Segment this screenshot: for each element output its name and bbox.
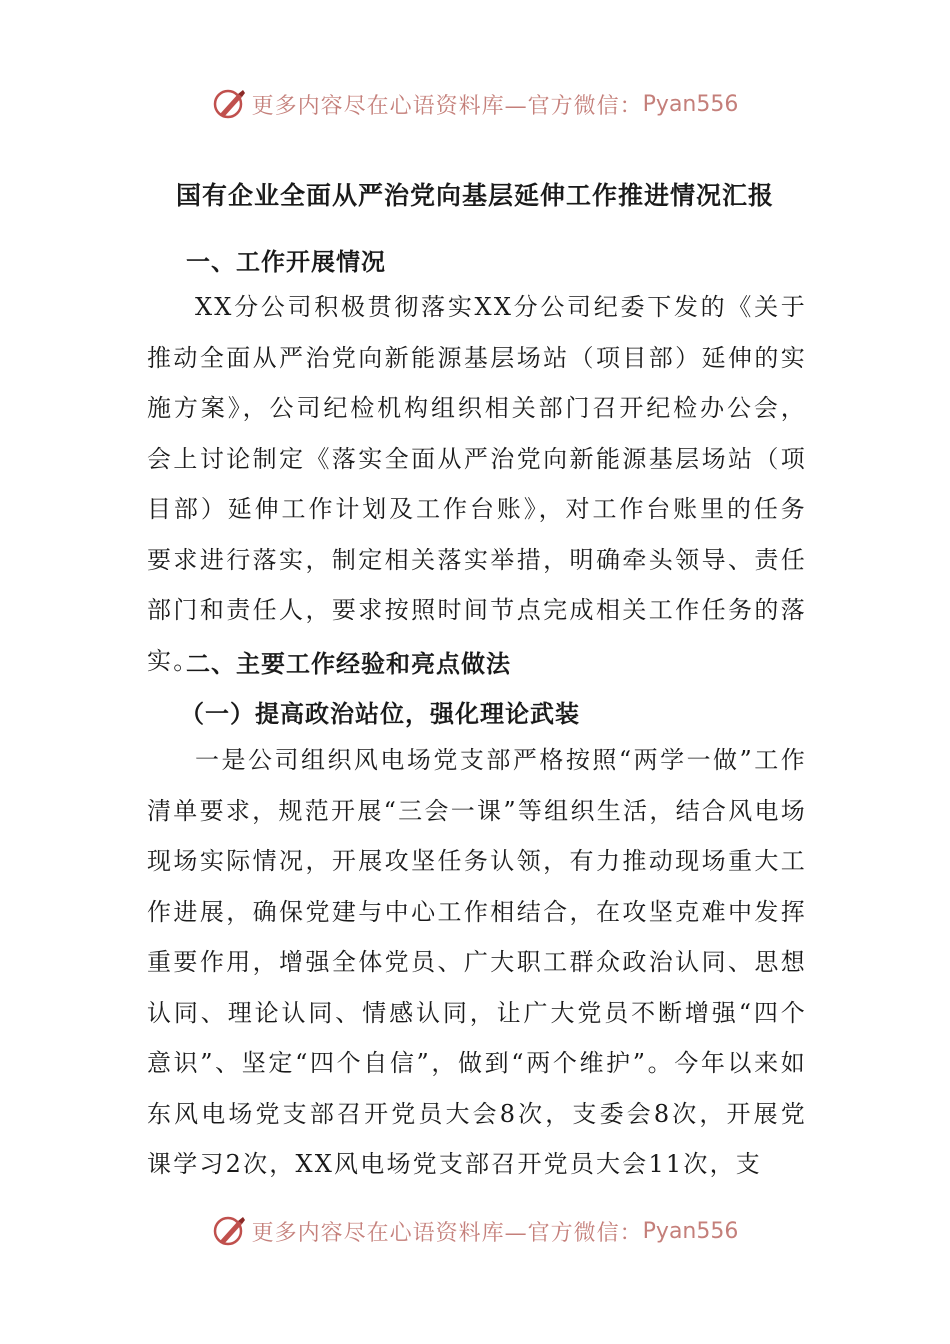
watermark-text: 更多内容尽在心语资料库—官方微信： — [251, 93, 643, 119]
section1-paragraph: XX分公司积极贯彻落实XX分公司纪委下发的《关于推动全面从严治党向新能源基层场站（项目部）延伸的实施方案》，公司纪检机构组织相关部门召开纪检办公会，会上讨论制定《落实全面从严治党向新能源基层场站（项目部）延伸工作计划及工作台账》，对工作台账里的任务要求进行落实，制定相关落实举措，明确牵头领导、责任部门和责任人，要求按照时间节点完成相关工作任务的落实。 — [147, 293, 807, 675]
subsection1-paragraph: 一是公司组织风电场党支部严格按照“两学一做”工作清单要求，规范开展“三会一课”等组织生活，结合风电场现场实际情况，开展攻坚任务认领，有力推动现场重大工作进展，确保党建与中心工作相结合，在攻坚克难中发挥重要作用，增强全体党员、广大职工群众政治认同、思想认同、理论认同、情感认同，让广大党员不断增强“四个意识”、坚定“四个自信”，做到“两个维护”。今年以来如东风电场党支部召开党员大会8次，支委会8次，开展党课学习2次，XX风电场党支部召开党员大会11次，支 — [147, 746, 807, 1178]
watermark-banner-bottom — [0, 1211, 950, 1251]
subsection1-heading: （一）提高政治站位，强化理论武装 — [180, 699, 580, 728]
pen-logo-icon — [212, 86, 248, 122]
watermark-text: 更多内容尽在心语资料库—官方微信： — [251, 1220, 643, 1246]
watermark-banner-top — [0, 84, 950, 124]
watermark-wechat-id: Pyan556 — [642, 91, 739, 117]
document-title: 国有企业全面从严治党向基层延伸工作推进情况汇报 — [175, 181, 774, 210]
section2-heading: 二、主要工作经验和亮点做法 — [186, 649, 511, 678]
pen-logo-icon — [212, 1213, 248, 1249]
watermark-wechat-id: Pyan556 — [642, 1218, 739, 1244]
section1-heading: 一、工作开展情况 — [186, 247, 386, 276]
